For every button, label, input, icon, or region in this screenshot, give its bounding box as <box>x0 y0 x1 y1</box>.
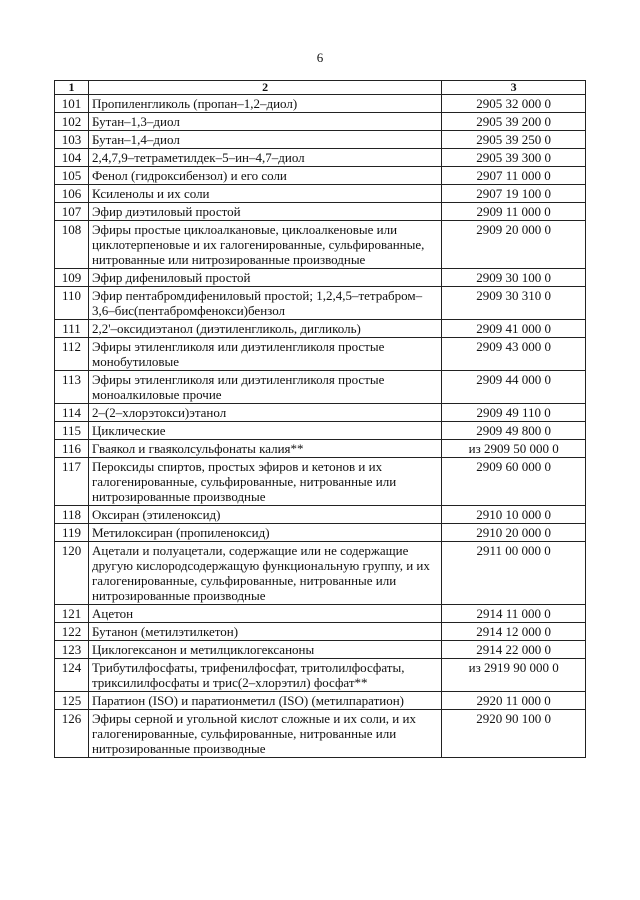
substance-name-cell: Паратион (ISO) и паратионметил (ISO) (метилпаратион) <box>88 692 441 710</box>
substance-name-cell: Ацетон <box>88 605 441 623</box>
table-row <box>55 287 586 320</box>
tn-ved-code-cell: 2905 39 250 0 <box>442 131 586 149</box>
table-row <box>55 692 586 710</box>
column-header-name: 2 <box>88 81 441 95</box>
tn-ved-code-cell: 2905 39 200 0 <box>442 113 586 131</box>
row-number-cell: 103 <box>55 131 89 149</box>
tn-ved-code-cell: 2905 39 300 0 <box>442 149 586 167</box>
column-header-number: 1 <box>55 81 89 95</box>
substance-name-cell: Эфиры серной и угольной кислот сложные и их соли, и их галогенированные, сульфированные, нитрованные или нитрозированные производные <box>88 710 441 758</box>
table-row <box>55 371 586 404</box>
row-number-cell: 116 <box>55 440 89 458</box>
row-number-cell: 121 <box>55 605 89 623</box>
substance-name-cell: Пероксиды спиртов, простых эфиров и кетонов и их галогенированные, сульфированные, нитрованные или нитрозированные производные <box>88 458 441 506</box>
tn-ved-code-cell: 2907 19 100 0 <box>442 185 586 203</box>
table-row <box>55 710 586 758</box>
row-number-cell: 104 <box>55 149 89 167</box>
row-number-cell: 119 <box>55 524 89 542</box>
row-number-cell: 122 <box>55 623 89 641</box>
tn-ved-code-cell: 2909 49 800 0 <box>442 422 586 440</box>
tn-ved-code-cell: 2909 49 110 0 <box>442 404 586 422</box>
substance-name-cell: Оксиран (этиленоксид) <box>88 506 441 524</box>
substance-name-cell: Гваякол и гваяколсульфонаты калия** <box>88 440 441 458</box>
row-number-cell: 102 <box>55 113 89 131</box>
table-row <box>55 641 586 659</box>
tn-ved-code-cell: 2914 11 000 0 <box>442 605 586 623</box>
substance-name-cell: Ксиленолы и их соли <box>88 185 441 203</box>
table-row <box>55 623 586 641</box>
tn-ved-code-cell: 2909 11 000 0 <box>442 203 586 221</box>
row-number-cell: 109 <box>55 269 89 287</box>
table-row <box>55 404 586 422</box>
row-number-cell: 106 <box>55 185 89 203</box>
column-header-code: 3 <box>442 81 586 95</box>
tn-ved-code-cell: 2909 43 000 0 <box>442 338 586 371</box>
substance-name-cell: Эфир пентабромдифениловый простой; 1,2,4,5–тетрабром–3,6–бис(пентабромфенокси)бензол <box>88 287 441 320</box>
row-number-cell: 124 <box>55 659 89 692</box>
tn-ved-code-cell: 2909 60 000 0 <box>442 458 586 506</box>
substance-name-cell: Бутан–1,3–диол <box>88 113 441 131</box>
tn-ved-code-cell: 2909 30 100 0 <box>442 269 586 287</box>
row-number-cell: 123 <box>55 641 89 659</box>
row-number-cell: 118 <box>55 506 89 524</box>
table-row <box>55 221 586 269</box>
row-number-cell: 125 <box>55 692 89 710</box>
substance-name-cell: Эфиры простые циклоалкановые, циклоалкеновые или циклотерпеновые и их галогенированные, сульфированные, нитрованные или нитрозированные производные <box>88 221 441 269</box>
row-number-cell: 114 <box>55 404 89 422</box>
table-row <box>55 203 586 221</box>
row-number-cell: 120 <box>55 542 89 605</box>
table-row <box>55 524 586 542</box>
tn-ved-code-cell: 2910 20 000 0 <box>442 524 586 542</box>
row-number-cell: 113 <box>55 371 89 404</box>
row-number-cell: 115 <box>55 422 89 440</box>
table-row <box>55 320 586 338</box>
tn-ved-code-cell: из 2919 90 000 0 <box>442 659 586 692</box>
substance-name-cell: Циклические <box>88 422 441 440</box>
substance-name-cell: Фенол (гидроксибензол) и его соли <box>88 167 441 185</box>
substance-name-cell: Ацетали и полуацетали, содержащие или не содержащие другую кислородсодержащую функциональную группу, и их галогенированные, сульфированные, нитрованные или нитрозированные производные <box>88 542 441 605</box>
row-number-cell: 111 <box>55 320 89 338</box>
tn-ved-code-cell: из 2909 50 000 0 <box>442 440 586 458</box>
substance-name-cell: 2–(2–хлорэтокси)этанол <box>88 404 441 422</box>
table-header-row <box>55 81 586 95</box>
table-row <box>55 659 586 692</box>
table-row <box>55 113 586 131</box>
table-row <box>55 506 586 524</box>
row-number-cell: 112 <box>55 338 89 371</box>
substance-name-cell: Эфир диэтиловый простой <box>88 203 441 221</box>
table-row <box>55 338 586 371</box>
row-number-cell: 105 <box>55 167 89 185</box>
substance-name-cell: 2,4,7,9–тетраметилдек–5–ин–4,7–диол <box>88 149 441 167</box>
table-row <box>55 149 586 167</box>
tn-ved-code-cell: 2909 44 000 0 <box>442 371 586 404</box>
substance-name-cell: Эфир дифениловый простой <box>88 269 441 287</box>
substance-name-cell: Бутан–1,4–диол <box>88 131 441 149</box>
substance-name-cell: 2,2'–оксидиэтанол (диэтиленгликоль, дигликоль) <box>88 320 441 338</box>
tn-ved-code-cell: 2911 00 000 0 <box>442 542 586 605</box>
page-number: 6 <box>316 50 324 65</box>
row-number-cell: 107 <box>55 203 89 221</box>
row-number-cell: 110 <box>55 287 89 320</box>
tn-ved-code-cell: 2907 11 000 0 <box>442 167 586 185</box>
table-row <box>55 95 586 113</box>
table-row <box>55 422 586 440</box>
table-row <box>55 458 586 506</box>
tn-ved-code-cell: 2909 30 310 0 <box>442 287 586 320</box>
tn-ved-code-cell: 2910 10 000 0 <box>442 506 586 524</box>
tn-ved-code-cell: 2914 22 000 0 <box>442 641 586 659</box>
row-number-cell: 101 <box>55 95 89 113</box>
table-row <box>55 167 586 185</box>
tn-ved-code-cell: 2920 90 100 0 <box>442 710 586 758</box>
table-row <box>55 605 586 623</box>
tn-ved-code-cell: 2914 12 000 0 <box>442 623 586 641</box>
substances-table <box>54 80 586 758</box>
row-number-cell: 108 <box>55 221 89 269</box>
table-row <box>55 440 586 458</box>
substance-name-cell: Эфиры этиленгликоля или диэтиленгликоля простые моноалкиловые прочие <box>88 371 441 404</box>
substance-name-cell: Бутанон (метилэтилкетон) <box>88 623 441 641</box>
tn-ved-code-cell: 2920 11 000 0 <box>442 692 586 710</box>
tn-ved-code-cell: 2905 32 000 0 <box>442 95 586 113</box>
row-number-cell: 126 <box>55 710 89 758</box>
table-row <box>55 185 586 203</box>
substance-name-cell: Трибутилфосфаты, трифенилфосфат, тритолилфосфаты, триксилилфосфаты и трис(2–хлорэтил) фосфат** <box>88 659 441 692</box>
table-row <box>55 542 586 605</box>
table-row <box>55 131 586 149</box>
substance-name-cell: Эфиры этиленгликоля или диэтиленгликоля простые монобутиловые <box>88 338 441 371</box>
substance-name-cell: Циклогексанон и метилциклогексаноны <box>88 641 441 659</box>
table-row <box>55 269 586 287</box>
row-number-cell: 117 <box>55 458 89 506</box>
substance-name-cell: Метилоксиран (пропиленоксид) <box>88 524 441 542</box>
tn-ved-code-cell: 2909 20 000 0 <box>442 221 586 269</box>
tn-ved-code-cell: 2909 41 000 0 <box>442 320 586 338</box>
substance-name-cell: Пропиленгликоль (пропан–1,2–диол) <box>88 95 441 113</box>
